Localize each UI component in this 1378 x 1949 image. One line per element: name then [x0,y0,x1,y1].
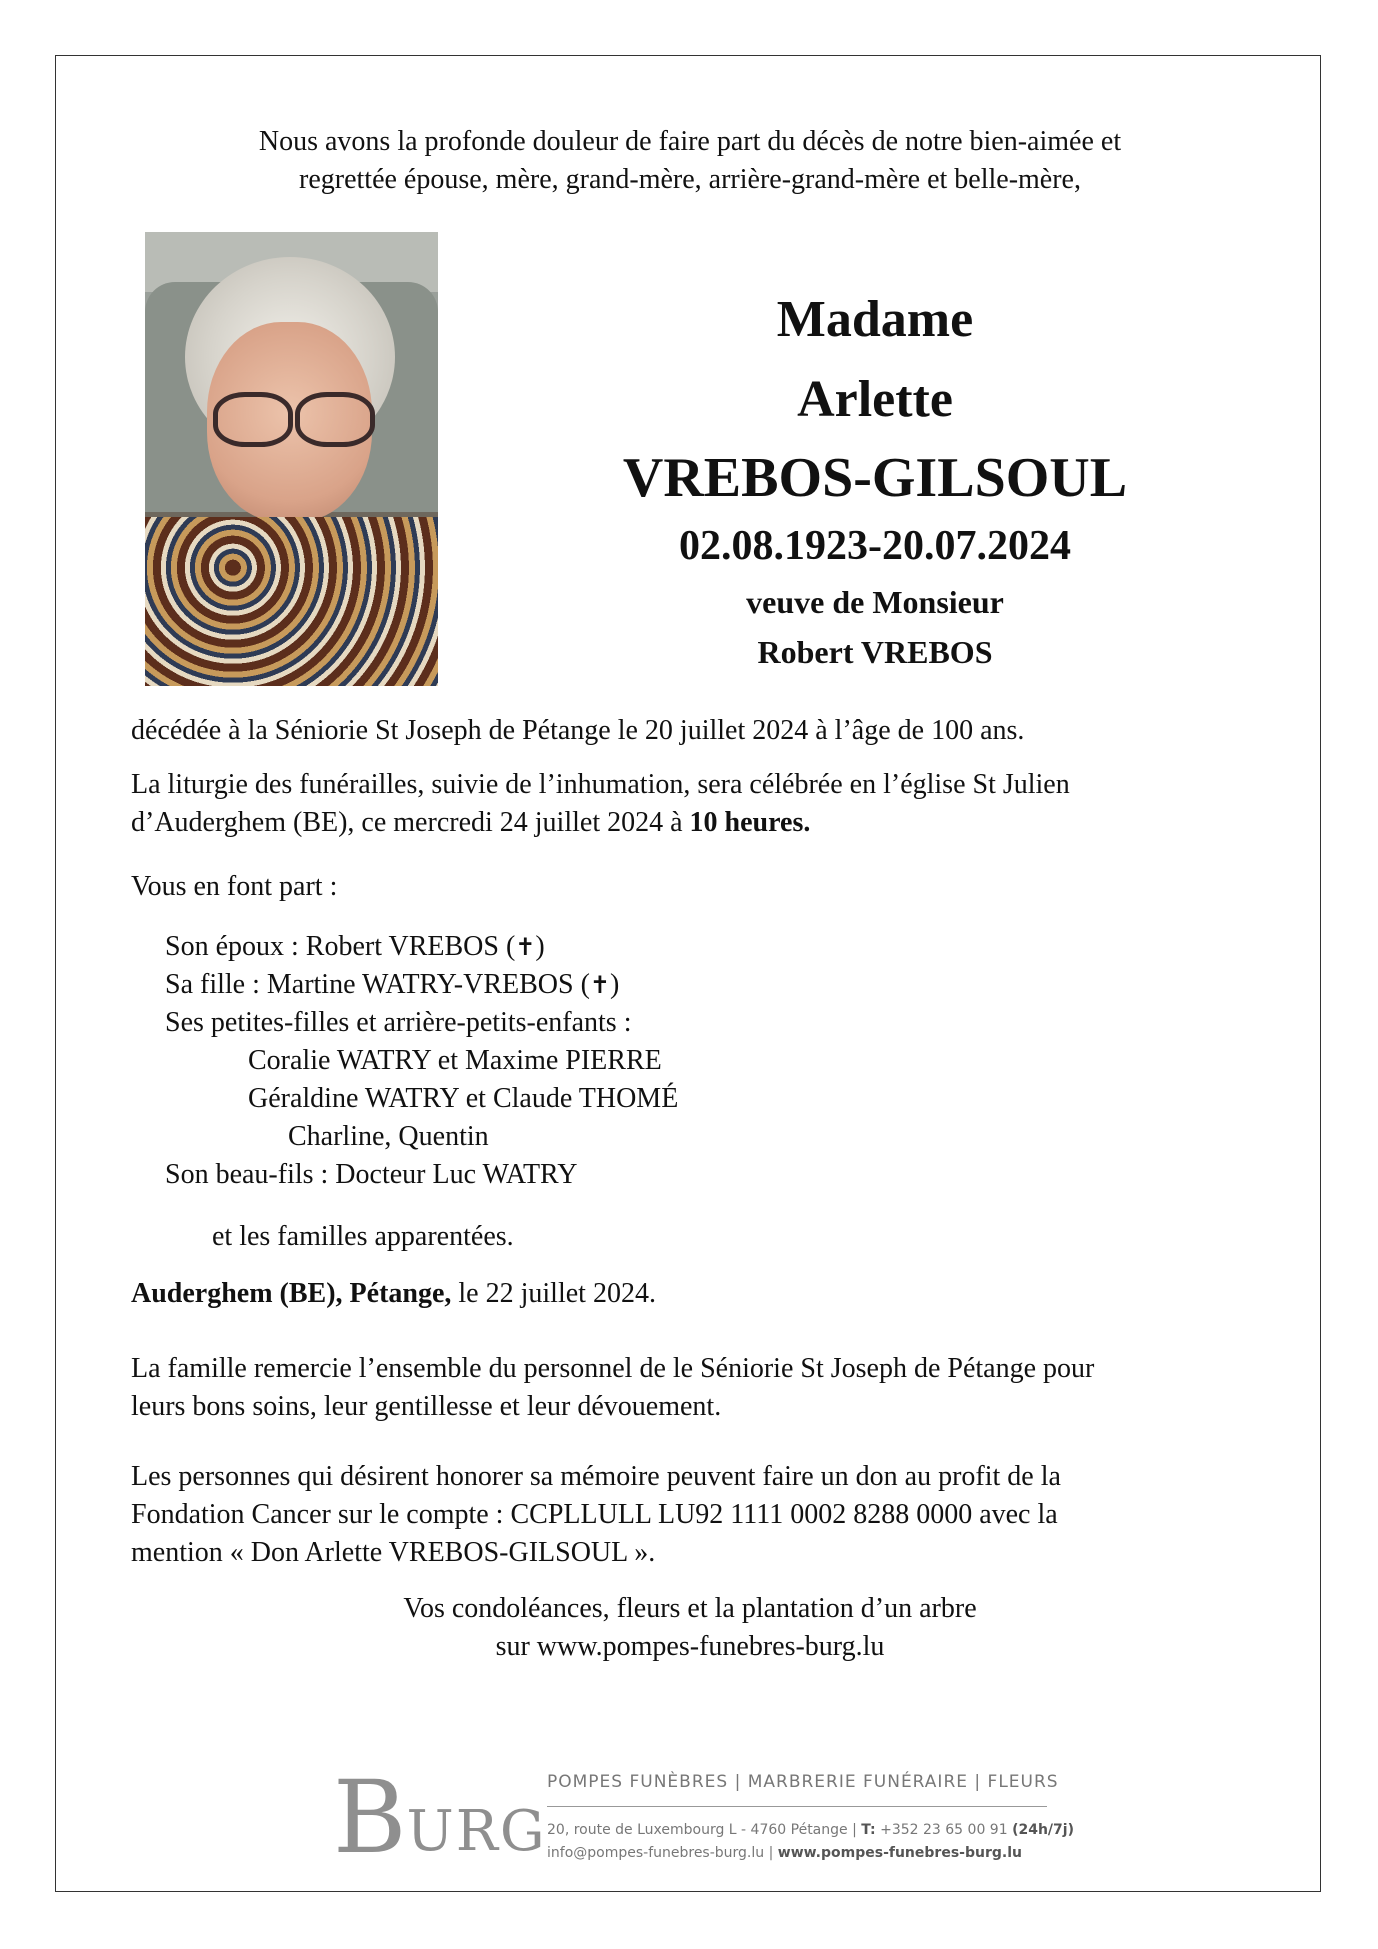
cross-icon: ✝ [515,933,536,961]
liturgy-time: 10 heures. [689,807,811,838]
photo-blouse [145,517,438,686]
burg-logo [333,1759,547,1876]
deceased-title: Madame [776,291,974,348]
address-text: 20, route de Luxembourg L - 4760 Pétange | [547,1822,862,1838]
family-great-grandchildren: Charline, Quentin [288,1121,489,1152]
liturgy-line-1: La liturgie des funérailles, suivie de l’inhumation, sera célébrée en l’église St Julien [131,769,1070,800]
cross-icon: ✝ [589,971,611,999]
logo-rest: URG [406,1799,547,1864]
condolences-text [120,1590,1260,1666]
family-son-in-law: Son beau-fils : Docteur Luc WATRY [165,1159,578,1190]
condolences-line-1: Vos condoléances, fleurs et la plantation d’un arbre [403,1593,977,1624]
photo-glasses-left [213,392,293,447]
family-relatives: et les familles apparentées. [212,1221,514,1252]
family-daughter [165,966,619,1004]
thanks-line-1: La famille remercie l’ensemble du personnel de le Séniorie St Joseph de Pétange pour [131,1353,1095,1384]
death-notice: décédée à la Séniorie St Joseph de Pétange le 20 juillet 2024 à l’âge de 100 ans. [131,715,1025,746]
spouse-text: Son époux : Robert VREBOS ( [165,931,516,962]
donation-line-3: mention « Don Arlette VREBOS-GILSOUL ». [131,1537,656,1568]
family-grandchild-1: Coralie WATRY et Maxime PIERRE [248,1045,662,1076]
donation-line-1: Les personnes qui désirent honorer sa mémoire peuvent faire un don au profit de la [131,1461,1061,1492]
spouse-close: ) [535,931,545,962]
logo-initial: B [333,1759,407,1876]
intro-line-1: Nous avons la profonde douleur de faire part du décès de notre bien-aimée et [258,126,1122,157]
daughter-text: Sa fille : Martine WATRY-VREBOS ( [165,969,590,1000]
footer-divider [547,1806,1047,1807]
widow-line: veuve de Monsieur [746,584,1004,620]
portrait-photo [145,232,438,686]
liturgy-line-2-text: d’Auderghem (BE), ce mercredi 24 juillet 2024 à [131,807,690,838]
thanks-line-2: leurs bons soins, leur gentillesse et leur dévouement. [131,1391,722,1422]
footer-services: POMPES FUNÈBRES | MARBRERIE FUNÉRAIRE | FLEURS [547,1772,1059,1792]
family-grandchildren-header: Ses petites-filles et arrière-petits-enfants : [165,1007,632,1038]
daughter-close: ) [610,969,620,1000]
footer-contact [547,1845,1022,1861]
footer-website[interactable]: www.pompes-funebres-burg.lu [777,1845,1022,1861]
deceased-first-name: Arlette [797,371,953,428]
footer-address [547,1822,1074,1838]
intro-text [120,123,1260,199]
husband-name: Robert VREBOS [757,634,993,670]
place: Auderghem (BE), Pétange, [131,1278,452,1309]
condolences-line-2[interactable]: sur www.pompes-funebres-burg.lu [495,1631,885,1662]
footer-email[interactable]: info@pompes-funebres-burg.lu | [547,1845,778,1861]
liturgy-line-2 [131,804,1261,842]
photo-glasses-right [295,392,375,447]
phone-hours: (24h/7j) [1012,1822,1074,1838]
date: le 22 juillet 2024. [451,1278,656,1309]
thanks-paragraph [131,1350,1261,1426]
donation-line-2: Fondation Cancer sur le compte : CCPLLULL LU92 1111 0002 8288 0000 avec la [131,1499,1058,1530]
family-spouse [165,928,545,966]
phone-number: +352 23 65 00 91 [875,1822,1013,1838]
deceased-last-name: VREBOS-GILSOUL [622,447,1128,509]
liturgy-paragraph [131,766,1261,842]
intro-line-2: regrettée épouse, mère, grand-mère, arrière-grand-mère et belle-mère, [299,164,1081,195]
family-grandchild-2: Géraldine WATRY et Claude THOMÉ [248,1083,679,1114]
donation-paragraph [131,1458,1261,1572]
deceased-dates: 02.08.1923-20.07.2024 [679,523,1071,569]
announce-text: Vous en font part : [131,871,338,902]
place-date [131,1275,1261,1313]
phone-label: T: [861,1822,876,1838]
